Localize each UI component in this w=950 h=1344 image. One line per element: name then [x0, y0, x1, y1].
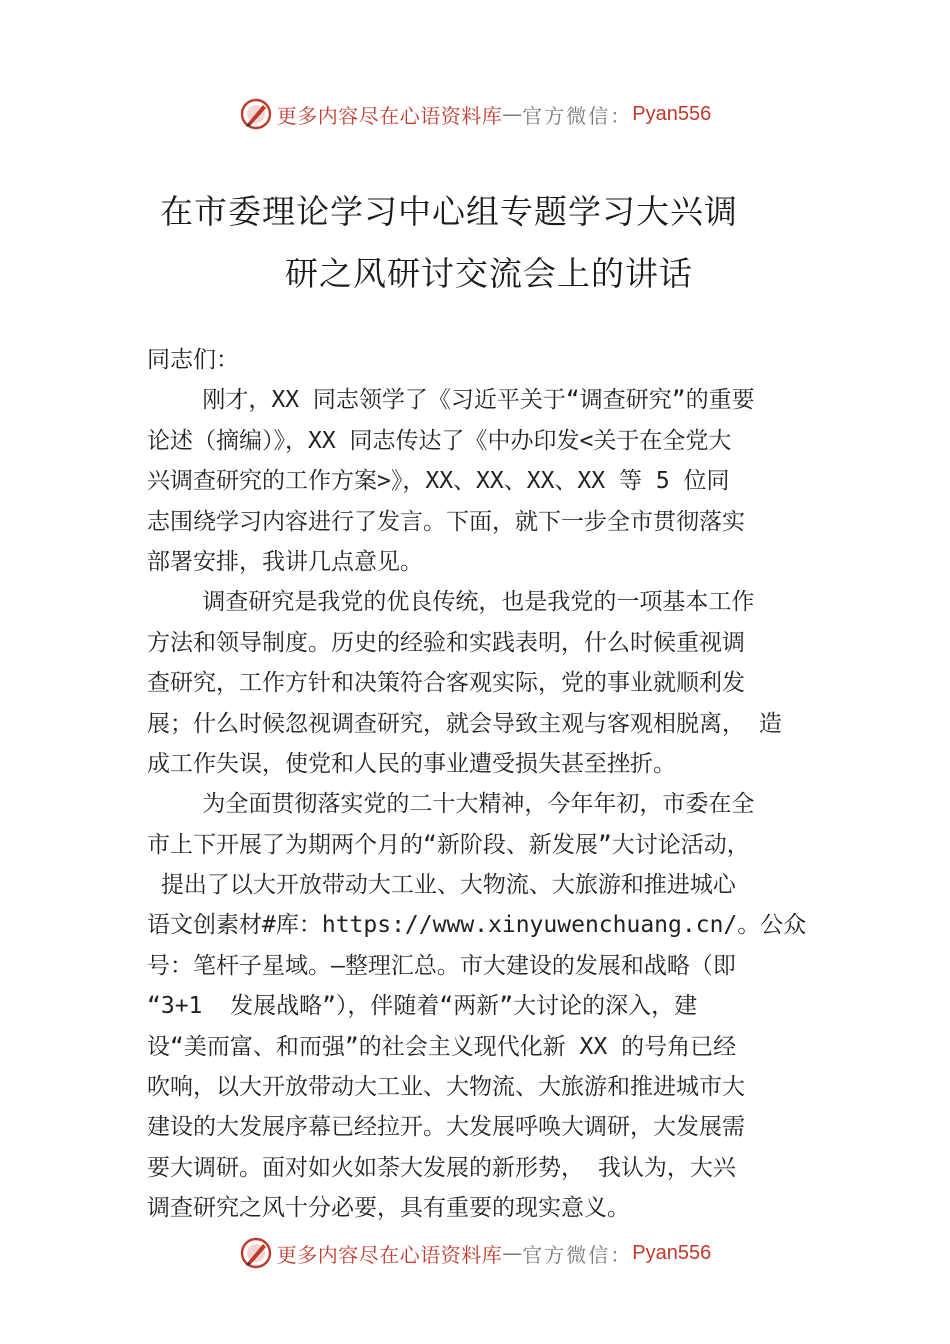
body-line: “3+1 发展战略”），伴随着“两新”大讨论的深入，建 [147, 993, 698, 1020]
body-line: 成工作失误，使党和人民的事业遭受损失甚至挫折。 [147, 750, 676, 777]
title-line-2: 研之风研讨交流会上的讲话 [285, 254, 693, 293]
body-line: 建设的大发展序幕已经拉开。大发展呼唤大调研，大发展需 [147, 1114, 745, 1141]
footer-banner [0, 1233, 950, 1273]
banner-wechat-id: Pyan556 [632, 102, 712, 125]
pen-seal-icon [239, 97, 273, 131]
banner-separator: — [502, 1241, 523, 1265]
body-line: 查研究，工作方针和决策符合客观实际，党的事业就顺利发 [147, 670, 745, 697]
banner-label: 官方微信： [522, 103, 633, 128]
banner-label: 官方微信： [522, 1242, 633, 1267]
title-line-1: 在市委理论学习中心组专题学习大兴调 [160, 192, 738, 231]
body-line: 调查研究之风十分必要，具有重要的现实意义。 [147, 1195, 630, 1222]
body-line: 提出了以大开放带动大工业、大物流、大旅游和推进城心 [147, 872, 736, 899]
body-line: 同志们： [147, 347, 239, 373]
banner-text: 更多内容尽在心语资料库 [276, 1242, 503, 1267]
body-line: 吹响，以大开放带动大工业、大物流、大旅游和推进城市大 [147, 1074, 745, 1101]
header-banner [0, 94, 950, 134]
body-line: 语文创素材#库：https://www.xinyuwenchuang.cn/。公众 [147, 912, 807, 939]
banner-text: 更多内容尽在心语资料库 [276, 103, 503, 128]
body-line: 论述（摘编）》，XX 同志传达了《中办印发<关于在全党大 [147, 427, 732, 454]
body-line: 号：笔杆子星域。—整理汇总。市大建设的发展和战略（即 [147, 952, 736, 979]
body-line: 设“美而富、和而强”的社会主义现代化新 XX 的号角已经 [147, 1033, 737, 1060]
body-line: 方法和领导制度。历史的经验和实践表明，什么时候重视调 [147, 629, 745, 656]
body-line: 刚才，XX 同志领学了《习近平关于“调查研究”的重要 [147, 387, 755, 414]
body-line: 志围绕学习内容进行了发言。下面，就下一步全市贯彻落实 [147, 508, 745, 535]
body-line: 展；什么时候忽视调查研究，就会导致主观与客观相脱离， 造 [147, 710, 782, 737]
body-line: 市上下开展了为期两个月的“新阶段、新发展”大讨论活动， [147, 831, 750, 858]
body-line: 调查研究是我党的优良传统，也是我党的一项基本工作 [147, 589, 755, 616]
body-text [147, 340, 809, 1229]
body-line: 兴调查研究的工作方案>》，XX、XX、XX、XX 等 5 位同 [147, 468, 730, 495]
banner-wechat-id: Pyan556 [632, 1241, 712, 1264]
pen-seal-icon [239, 1236, 273, 1270]
banner-separator: — [502, 102, 523, 126]
body-line: 部署安排，我讲几点意见。 [147, 548, 423, 575]
body-line: 要大调研。面对如火如荼大发展的新形势， 我认为，大兴 [147, 1154, 736, 1181]
body-line: 为全面贯彻落实党的二十大精神，今年年初，市委在全 [147, 791, 755, 818]
